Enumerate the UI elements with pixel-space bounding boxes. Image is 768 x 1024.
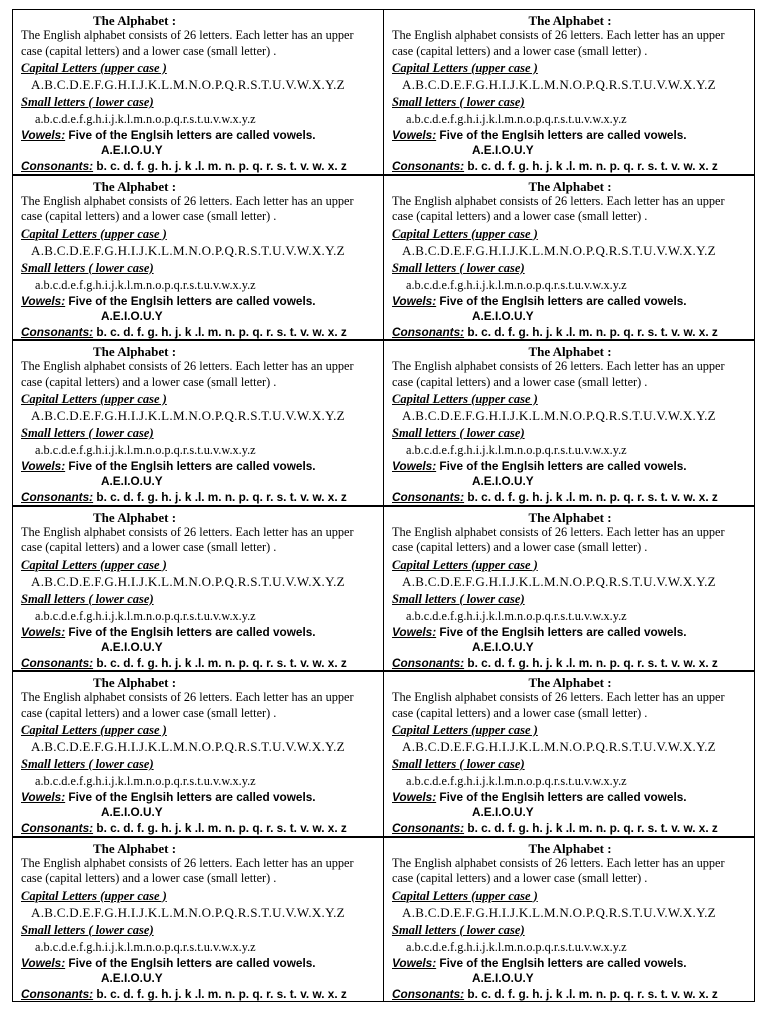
card-description: The English alphabet consists of 26 letters. Each letter has an upper case (capital letters) and a lower case (small letter) . bbox=[21, 855, 354, 885]
capital-letters-heading: Capital Letters (upper case ) bbox=[21, 226, 167, 241]
consonants-line bbox=[21, 655, 377, 672]
consonants-list: b. c. d. f. g. h. j. k .l. m. n. p. q. r. s. t. v. w. x. z bbox=[467, 655, 718, 670]
consonants-list: b. c. d. f. g. h. j. k .l. m. n. p. q. r. s. t. v. w. x. z bbox=[467, 490, 718, 504]
vowels-label: Vowels: bbox=[21, 790, 66, 804]
card-description: The English alphabet consists of 26 letters. Each letter has an upper case (capital letters) and a lower case (small letter) . bbox=[392, 690, 725, 720]
vowels-list: A.E.I.O.U.Y bbox=[472, 639, 534, 654]
small-letters: a.b.c.d.e.f.g.h.i.j.k.l.m.n.o.p.q.r.s.t.u.v.w.x.y.z bbox=[406, 277, 627, 292]
consonants-label: Consonants: bbox=[392, 986, 465, 1001]
consonants-list: b. c. d. f. g. h. j. k .l. m. n. p. q. r. s. t. v. w. x. z bbox=[96, 490, 347, 504]
alphabet-card bbox=[383, 506, 755, 672]
consonants-label: Consonants: bbox=[392, 324, 465, 339]
small-letters-heading: Small letters ( lower case) bbox=[392, 757, 525, 771]
small-letters: a.b.c.d.e.f.g.h.i.j.k.l.m.n.o.p.q.r.s.t.u.v.w.x.y.z bbox=[35, 608, 256, 623]
card-title: The Alphabet : bbox=[528, 178, 612, 194]
small-letters-heading: Small letters ( lower case) bbox=[392, 922, 525, 937]
consonants-line bbox=[21, 158, 377, 175]
vowels-list: A.E.I.O.U.Y bbox=[472, 805, 534, 819]
vowels-list: A.E.I.O.U.Y bbox=[472, 308, 534, 323]
small-letters-heading: Small letters ( lower case) bbox=[392, 95, 525, 109]
consonants-list: b. c. d. f. g. h. j. k .l. m. n. p. q. r. s. t. v. w. x. z bbox=[96, 655, 347, 670]
capital-letters: A.B.C.D.E.F.G.H.I.J.K.L.M.N.O.P.Q.R.S.T.U.V.W.X.Y.Z bbox=[402, 904, 716, 920]
vowels-text: Five of the Englsih letters are called vowels. bbox=[439, 459, 687, 473]
vowels-line bbox=[392, 624, 748, 640]
consonants-list: b. c. d. f. g. h. j. k .l. m. n. p. q. r. s. t. v. w. x. z bbox=[467, 821, 718, 835]
vowels-label: Vowels: bbox=[392, 128, 437, 142]
consonants-line bbox=[392, 986, 748, 1003]
capital-letters: A.B.C.D.E.F.G.H.I.J.K.L.M.N.O.P.Q.R.S.T.U.V.W.X.Y.Z bbox=[31, 77, 345, 92]
card-title: The Alphabet : bbox=[528, 344, 612, 359]
small-letters-heading: Small letters ( lower case) bbox=[21, 757, 154, 771]
consonants-line bbox=[392, 655, 748, 672]
vowels-text: Five of the Englsih letters are called vowels. bbox=[68, 624, 316, 639]
consonants-label: Consonants: bbox=[392, 655, 465, 670]
small-letters: a.b.c.d.e.f.g.h.i.j.k.l.m.n.o.p.q.r.s.t.u.v.w.x.y.z bbox=[35, 774, 256, 788]
capital-letters-heading: Capital Letters (upper case ) bbox=[392, 392, 538, 406]
vowels-list: A.E.I.O.U.Y bbox=[101, 308, 163, 323]
vowels-label: Vowels: bbox=[392, 459, 437, 473]
vowels-list: A.E.I.O.U.Y bbox=[101, 805, 163, 819]
consonants-list: b. c. d. f. g. h. j. k .l. m. n. p. q. r. s. t. v. w. x. z bbox=[96, 986, 347, 1001]
card-title: The Alphabet : bbox=[528, 509, 612, 525]
capital-letters: A.B.C.D.E.F.G.H.I.J.K.L.M.N.O.P.Q.R.S.T.U.V.W.X.Y.Z bbox=[402, 573, 716, 589]
vowels-list: A.E.I.O.U.Y bbox=[472, 474, 534, 488]
alphabet-card bbox=[12, 671, 384, 837]
small-letters-heading: Small letters ( lower case) bbox=[392, 591, 525, 606]
card-title: The Alphabet : bbox=[528, 840, 612, 856]
alphabet-card bbox=[383, 175, 755, 341]
vowels-list: A.E.I.O.U.Y bbox=[101, 639, 163, 654]
vowels-list: A.E.I.O.U.Y bbox=[101, 474, 163, 488]
alphabet-card bbox=[383, 671, 755, 837]
card-description: The English alphabet consists of 26 letters. Each letter has an upper case (capital letters) and a lower case (small letter) . bbox=[392, 524, 725, 554]
vowels-line bbox=[21, 789, 377, 805]
capital-letters-heading: Capital Letters (upper case ) bbox=[21, 888, 167, 903]
small-letters: a.b.c.d.e.f.g.h.i.j.k.l.m.n.o.p.q.r.s.t.u.v.w.x.y.z bbox=[406, 774, 627, 788]
vowels-label: Vowels: bbox=[392, 790, 437, 804]
vowels-line bbox=[392, 293, 748, 309]
vowels-line bbox=[392, 127, 748, 143]
consonants-label: Consonants: bbox=[21, 490, 94, 504]
capital-letters-heading: Capital Letters (upper case ) bbox=[392, 723, 538, 737]
alphabet-card bbox=[12, 175, 384, 341]
vowels-label: Vowels: bbox=[21, 955, 66, 970]
small-letters-heading: Small letters ( lower case) bbox=[21, 591, 154, 606]
vowels-text: Five of the Englsih letters are called vowels. bbox=[439, 790, 687, 804]
capital-letters: A.B.C.D.E.F.G.H.I.J.K.L.M.N.O.P.Q.R.S.T.U.V.W.X.Y.Z bbox=[31, 739, 345, 754]
capital-letters: A.B.C.D.E.F.G.H.I.J.K.L.M.N.O.P.Q.R.S.T.U.V.W.X.Y.Z bbox=[402, 739, 716, 754]
alphabet-card bbox=[12, 837, 384, 1003]
vowels-label: Vowels: bbox=[21, 459, 66, 473]
card-title: The Alphabet : bbox=[93, 13, 177, 28]
vowels-line bbox=[392, 458, 748, 474]
card-row bbox=[12, 671, 756, 837]
vowels-label: Vowels: bbox=[392, 955, 437, 970]
vowels-text: Five of the Englsih letters are called vowels. bbox=[439, 624, 687, 639]
card-row bbox=[12, 837, 756, 1003]
capital-letters: A.B.C.D.E.F.G.H.I.J.K.L.M.N.O.P.Q.R.S.T.U.V.W.X.Y.Z bbox=[402, 77, 716, 92]
card-description: The English alphabet consists of 26 letters. Each letter has an upper case (capital letters) and a lower case (small letter) . bbox=[392, 855, 725, 885]
vowels-text: Five of the Englsih letters are called vowels. bbox=[68, 790, 316, 804]
vowels-label: Vowels: bbox=[21, 128, 66, 142]
capital-letters: A.B.C.D.E.F.G.H.I.J.K.L.M.N.O.P.Q.R.S.T.U.V.W.X.Y.Z bbox=[31, 573, 345, 589]
capital-letters: A.B.C.D.E.F.G.H.I.J.K.L.M.N.O.P.Q.R.S.T.U.V.W.X.Y.Z bbox=[402, 242, 716, 258]
vowels-label: Vowels: bbox=[392, 293, 437, 308]
vowels-text: Five of the Englsih letters are called vowels. bbox=[68, 293, 316, 308]
small-letters-heading: Small letters ( lower case) bbox=[21, 260, 154, 275]
consonants-line bbox=[392, 820, 748, 837]
consonants-label: Consonants: bbox=[21, 986, 94, 1001]
consonants-list: b. c. d. f. g. h. j. k .l. m. n. p. q. r. s. t. v. w. x. z bbox=[467, 159, 718, 173]
vowels-text: Five of the Englsih letters are called vowels. bbox=[439, 128, 687, 142]
consonants-list: b. c. d. f. g. h. j. k .l. m. n. p. q. r. s. t. v. w. x. z bbox=[96, 821, 347, 835]
consonants-line bbox=[21, 324, 377, 341]
alphabet-card bbox=[12, 9, 384, 175]
vowels-text: Five of the Englsih letters are called vowels. bbox=[439, 955, 687, 970]
flashcard-sheet bbox=[12, 9, 756, 1002]
small-letters-heading: Small letters ( lower case) bbox=[21, 95, 154, 109]
card-title: The Alphabet : bbox=[528, 13, 612, 28]
card-row bbox=[12, 9, 756, 175]
capital-letters-heading: Capital Letters (upper case ) bbox=[21, 61, 167, 75]
vowels-list: A.E.I.O.U.Y bbox=[472, 970, 534, 985]
consonants-line bbox=[21, 820, 377, 837]
capital-letters: A.B.C.D.E.F.G.H.I.J.K.L.M.N.O.P.Q.R.S.T.U.V.W.X.Y.Z bbox=[402, 408, 716, 423]
card-description: The English alphabet consists of 26 letters. Each letter has an upper case (capital letters) and a lower case (small letter) . bbox=[21, 690, 354, 720]
card-description: The English alphabet consists of 26 letters. Each letter has an upper case (capital letters) and a lower case (small letter) . bbox=[21, 524, 354, 554]
small-letters-heading: Small letters ( lower case) bbox=[392, 426, 525, 440]
consonants-line bbox=[392, 489, 748, 506]
capital-letters-heading: Capital Letters (upper case ) bbox=[21, 392, 167, 406]
small-letters: a.b.c.d.e.f.g.h.i.j.k.l.m.n.o.p.q.r.s.t.u.v.w.x.y.z bbox=[406, 112, 627, 126]
card-description: The English alphabet consists of 26 letters. Each letter has an upper case (capital letters) and a lower case (small letter) . bbox=[21, 28, 354, 58]
card-title: The Alphabet : bbox=[93, 344, 177, 359]
capital-letters-heading: Capital Letters (upper case ) bbox=[392, 557, 538, 572]
alphabet-card bbox=[383, 837, 755, 1003]
capital-letters-heading: Capital Letters (upper case ) bbox=[392, 61, 538, 75]
vowels-text: Five of the Englsih letters are called vowels. bbox=[439, 293, 687, 308]
vowels-text: Five of the Englsih letters are called vowels. bbox=[68, 459, 316, 473]
vowels-line bbox=[21, 624, 377, 640]
consonants-list: b. c. d. f. g. h. j. k .l. m. n. p. q. r. s. t. v. w. x. z bbox=[467, 986, 718, 1001]
card-title: The Alphabet : bbox=[93, 675, 177, 690]
small-letters: a.b.c.d.e.f.g.h.i.j.k.l.m.n.o.p.q.r.s.t.u.v.w.x.y.z bbox=[35, 112, 256, 126]
capital-letters-heading: Capital Letters (upper case ) bbox=[21, 557, 167, 572]
card-description: The English alphabet consists of 26 letters. Each letter has an upper case (capital letters) and a lower case (small letter) . bbox=[392, 193, 725, 223]
vowels-line bbox=[21, 127, 377, 143]
capital-letters: A.B.C.D.E.F.G.H.I.J.K.L.M.N.O.P.Q.R.S.T.U.V.W.X.Y.Z bbox=[31, 904, 345, 920]
vowels-text: Five of the Englsih letters are called vowels. bbox=[68, 128, 316, 142]
alphabet-card bbox=[12, 506, 384, 672]
card-description: The English alphabet consists of 26 letters. Each letter has an upper case (capital letters) and a lower case (small letter) . bbox=[21, 359, 354, 389]
consonants-list: b. c. d. f. g. h. j. k .l. m. n. p. q. r. s. t. v. w. x. z bbox=[96, 324, 347, 339]
card-row bbox=[12, 175, 756, 341]
small-letters-heading: Small letters ( lower case) bbox=[21, 922, 154, 937]
vowels-list: A.E.I.O.U.Y bbox=[101, 970, 163, 985]
consonants-list: b. c. d. f. g. h. j. k .l. m. n. p. q. r. s. t. v. w. x. z bbox=[467, 324, 718, 339]
card-title: The Alphabet : bbox=[93, 178, 177, 194]
capital-letters: A.B.C.D.E.F.G.H.I.J.K.L.M.N.O.P.Q.R.S.T.U.V.W.X.Y.Z bbox=[31, 242, 345, 258]
vowels-list: A.E.I.O.U.Y bbox=[101, 143, 163, 157]
capital-letters-heading: Capital Letters (upper case ) bbox=[392, 888, 538, 903]
consonants-label: Consonants: bbox=[21, 159, 94, 173]
vowels-text: Five of the Englsih letters are called vowels. bbox=[68, 955, 316, 970]
vowels-line bbox=[21, 458, 377, 474]
alphabet-card bbox=[383, 9, 755, 175]
alphabet-card bbox=[383, 340, 755, 506]
vowels-line bbox=[392, 789, 748, 805]
vowels-list: A.E.I.O.U.Y bbox=[472, 143, 534, 157]
card-row bbox=[12, 340, 756, 506]
small-letters: a.b.c.d.e.f.g.h.i.j.k.l.m.n.o.p.q.r.s.t.u.v.w.x.y.z bbox=[35, 443, 256, 457]
small-letters-heading: Small letters ( lower case) bbox=[392, 260, 525, 275]
vowels-line bbox=[21, 293, 377, 309]
card-title: The Alphabet : bbox=[93, 509, 177, 525]
vowels-line bbox=[392, 955, 748, 971]
small-letters: a.b.c.d.e.f.g.h.i.j.k.l.m.n.o.p.q.r.s.t.u.v.w.x.y.z bbox=[406, 608, 627, 623]
alphabet-card bbox=[12, 340, 384, 506]
vowels-label: Vowels: bbox=[21, 624, 66, 639]
card-title: The Alphabet : bbox=[528, 675, 612, 690]
capital-letters-heading: Capital Letters (upper case ) bbox=[21, 723, 167, 737]
vowels-label: Vowels: bbox=[392, 624, 437, 639]
consonants-line bbox=[21, 986, 377, 1003]
vowels-line bbox=[21, 955, 377, 971]
consonants-label: Consonants: bbox=[392, 490, 465, 504]
consonants-label: Consonants: bbox=[392, 159, 465, 173]
consonants-line bbox=[392, 158, 748, 175]
vowels-label: Vowels: bbox=[21, 293, 66, 308]
capital-letters-heading: Capital Letters (upper case ) bbox=[392, 226, 538, 241]
small-letters: a.b.c.d.e.f.g.h.i.j.k.l.m.n.o.p.q.r.s.t.u.v.w.x.y.z bbox=[406, 939, 627, 954]
consonants-label: Consonants: bbox=[21, 821, 94, 835]
consonants-label: Consonants: bbox=[21, 655, 94, 670]
consonants-list: b. c. d. f. g. h. j. k .l. m. n. p. q. r. s. t. v. w. x. z bbox=[96, 159, 347, 173]
card-description: The English alphabet consists of 26 letters. Each letter has an upper case (capital letters) and a lower case (small letter) . bbox=[392, 28, 725, 58]
consonants-line bbox=[21, 489, 377, 506]
card-title: The Alphabet : bbox=[93, 840, 177, 856]
small-letters: a.b.c.d.e.f.g.h.i.j.k.l.m.n.o.p.q.r.s.t.u.v.w.x.y.z bbox=[406, 443, 627, 457]
card-row bbox=[12, 506, 756, 672]
card-description: The English alphabet consists of 26 letters. Each letter has an upper case (capital letters) and a lower case (small letter) . bbox=[392, 359, 725, 389]
small-letters: a.b.c.d.e.f.g.h.i.j.k.l.m.n.o.p.q.r.s.t.u.v.w.x.y.z bbox=[35, 277, 256, 292]
capital-letters: A.B.C.D.E.F.G.H.I.J.K.L.M.N.O.P.Q.R.S.T.U.V.W.X.Y.Z bbox=[31, 408, 345, 423]
consonants-label: Consonants: bbox=[21, 324, 94, 339]
small-letters-heading: Small letters ( lower case) bbox=[21, 426, 154, 440]
consonants-label: Consonants: bbox=[392, 821, 465, 835]
small-letters: a.b.c.d.e.f.g.h.i.j.k.l.m.n.o.p.q.r.s.t.u.v.w.x.y.z bbox=[35, 939, 256, 954]
card-description: The English alphabet consists of 26 letters. Each letter has an upper case (capital letters) and a lower case (small letter) . bbox=[21, 193, 354, 223]
consonants-line bbox=[392, 324, 748, 341]
